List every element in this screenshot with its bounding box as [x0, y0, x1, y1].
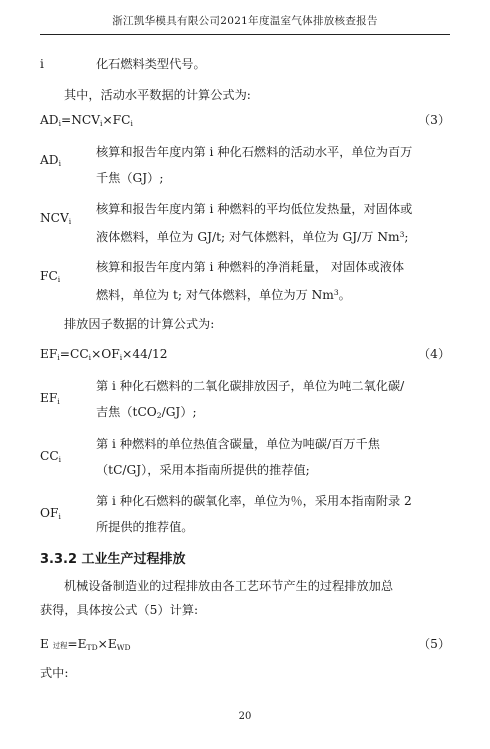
var-i: i [40, 57, 44, 71]
def-ncv [96, 196, 446, 250]
def-ad-line-1: 核算和报告年度内第 i 种化石燃料的活动水平，单位为百万 [96, 145, 413, 159]
def-ef-line-2: 吉焦（tCO$_2$/GJ）; [96, 405, 197, 420]
def-ef [96, 373, 446, 429]
def-ad [96, 139, 446, 191]
def-of-line-2: 所提供的推荐值。 [96, 520, 194, 534]
def-cc [96, 431, 446, 483]
def-ncv-line-1: 核算和报告年度内第 i 种燃料的平均低位发热量，对固体或 [96, 202, 413, 216]
def-i: 化石燃料类型代号。 [96, 57, 206, 71]
section-heading: 3.3.2 工业生产过程排放 [40, 552, 186, 567]
equation-4-number: （4） [418, 347, 451, 361]
equation-3-number: （3） [418, 113, 451, 127]
var-ncv: $NCV_i$ [40, 211, 72, 226]
var-cc: $CC_i$ [40, 449, 62, 464]
ef-intro: 排放因子数据的计算公式为: [64, 317, 215, 331]
var-fc: $FC_i$ [40, 269, 61, 284]
def-fc [96, 254, 446, 308]
def-ad-line-2: 千焦（GJ）; [96, 171, 164, 185]
def-cc-line-1: 第 i 种燃料的单位热值含碳量，单位为吨碳/百万千焦 [96, 437, 380, 451]
activity-intro: 其中，活动水平数据的计算公式为: [64, 88, 251, 102]
process-paragraph-line-1: 机械设备制造业的过程排放由各工艺环节产生的过程排放加总 [64, 579, 394, 593]
def-ncv-line-2-text: 液体燃料，单位为 GJ/t; 对气体燃料，单位为 GJ/万 Nm [96, 230, 400, 245]
process-paragraph-line-2: 获得，具体按公式（5）计算: [40, 603, 199, 617]
def-of [96, 488, 446, 540]
def-fc-line-1: 核算和报告年度内第 i 种燃料的净消耗量， 对固体或液体 [96, 260, 405, 274]
def-ef-line-1: 第 i 种化石燃料的二氧化碳排放因子，单位为吨二氧化碳/ [96, 379, 405, 393]
var-ad: $AD_i$ [40, 153, 61, 168]
def-ef-line-2-tail: /GJ）; [161, 405, 197, 419]
def-ncv-line-2: 液体燃料，单位为 GJ/t; 对气体燃料，单位为 GJ/万 Nm$^3$; [96, 230, 409, 245]
equation-3: $AD_i=NCV_i\times FC_i$ [40, 113, 133, 128]
header-rule [40, 34, 450, 35]
page-number: 20 [238, 711, 252, 722]
where-label: 式中: [40, 666, 69, 680]
def-cc-line-2: （tC/GJ），采用本指南所提供的推荐值; [96, 463, 310, 477]
def-fc-line-2: 燃料，单位为 t; 对气体燃料，单位为万 Nm$^3$。 [96, 288, 351, 303]
def-ef-line-2-text: 吉焦（tCO [96, 405, 157, 419]
equation-4: $EF_i=CC_i\times OF_i\times 44/12$ [40, 347, 168, 362]
page-header: 浙江凯华模具有限公司2021年度温室气体排放核查报告 [112, 15, 378, 27]
var-ef: $EF_i$ [40, 391, 60, 406]
def-of-line-1: 第 i 种化石燃料的碳氧化率，单位为％，采用本指南附录 2 [96, 494, 412, 508]
var-of: $OF_i$ [40, 506, 61, 521]
def-fc-line-2-text: 燃料，单位为 t; 对气体燃料，单位为万 Nm [96, 288, 334, 303]
equation-5: E 过程$=E_{TD}\times E_{WD}$ [40, 637, 131, 652]
equation-5-number: （5） [418, 637, 451, 651]
